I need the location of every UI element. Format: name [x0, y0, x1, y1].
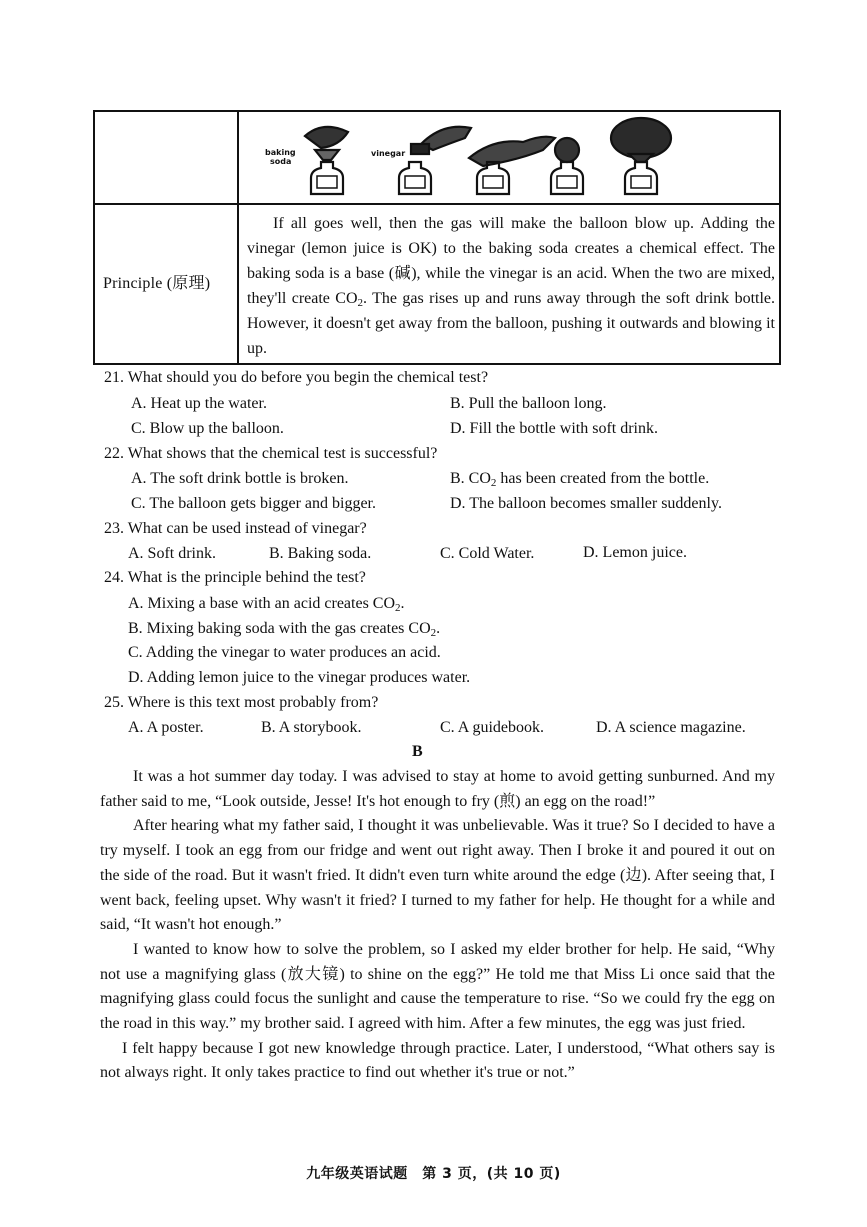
question-21-option-a[interactable]: A. Heat up the water. — [131, 395, 267, 412]
question-22-stem: 22. What shows that the chemical test is successful? — [104, 445, 438, 462]
question-22-option-b[interactable] — [450, 470, 709, 488]
question-24-option-b-text: B. Mixing baking soda with the gas creates CO — [128, 620, 431, 637]
bottle-pouring-vinegar-icon — [399, 127, 471, 194]
question-22-option-b-start: B. CO — [450, 470, 491, 487]
question-24-option-a-text: A. Mixing a base with an acid creates CO — [128, 595, 396, 612]
question-24-option-b-period: . — [436, 620, 441, 637]
table-horizontal-divider — [95, 203, 779, 205]
bottle-with-funnel-icon — [305, 127, 348, 194]
bottle-inflated-balloon-icon — [611, 118, 671, 194]
question-24-option-d[interactable]: D. Adding lemon juice to the vinegar produces water. — [128, 669, 471, 686]
question-23-option-a[interactable]: A. Soft drink. — [128, 545, 216, 562]
principle-text-part-2: . The gas rises up and runs away through the soft drink bottle. However, it doesn't get away from the balloon, pushing it outwards and blowing it up. — [247, 290, 775, 357]
question-21-option-b[interactable]: B. Pull the balloon long. — [450, 395, 607, 412]
label-baking: baking — [265, 148, 296, 157]
section-b-title: B — [412, 743, 423, 760]
question-25-option-d[interactable]: D. A science magazine. — [596, 719, 746, 736]
question-21-option-d[interactable]: D. Fill the bottle with soft drink. — [450, 420, 658, 437]
question-25-stem: 25. Where is this text most probably from? — [104, 694, 379, 711]
question-24-option-b[interactable] — [128, 620, 440, 638]
principle-text — [247, 211, 775, 361]
principle-label: Principle (原理) — [103, 275, 211, 292]
experiment-illustration — [243, 114, 777, 200]
question-24-option-c[interactable]: C. Adding the vinegar to water produces an acid. — [128, 644, 441, 661]
question-25-option-a[interactable]: A. A poster. — [128, 719, 204, 736]
bottle-balloon-attach-icon — [469, 137, 555, 194]
question-25-option-b[interactable]: B. A storybook. — [261, 719, 362, 736]
question-23-option-b[interactable]: B. Baking soda. — [269, 545, 372, 562]
question-23-option-c[interactable]: C. Cold Water. — [440, 545, 535, 562]
bottle-small-balloon-icon — [551, 138, 583, 194]
passage-paragraph-1: It was a hot summer day today. I was advised to stay at home to avoid getting sunburned. And my father said to me, “Look outside, Jesse! It's hot enough to fry (煎) an egg on the road!” — [100, 768, 775, 810]
question-24-option-a[interactable] — [128, 595, 405, 613]
question-23-option-d[interactable]: D. Lemon juice. — [583, 544, 687, 561]
principle-subscript: 2 — [357, 297, 364, 309]
passage-paragraph-2: After hearing what my father said, I thought it was unbelievable. Was it true? So I decided to have a try myself. I took an egg from our fridge and went out right away. Then I broke it and poured it out on the side of the road. But it wasn't fried. It didn't even turn white around the edge (边). After seeing that, I went back, feeling upset. Why wasn't it fried? I turned to my father for help. He thought for a while and said, “It wasn't hot enough.” — [100, 817, 775, 934]
label-soda: soda — [270, 157, 292, 166]
question-21-stem: 21. What should you do before you begin the chemical test? — [104, 369, 489, 386]
question-22-option-d[interactable]: D. The balloon becomes smaller suddenly. — [450, 495, 722, 512]
experiment-table — [93, 110, 781, 365]
question-21-option-c[interactable]: C. Blow up the balloon. — [131, 420, 284, 437]
section-b-passage — [100, 765, 775, 1086]
question-24-option-b-subscript: 2 — [430, 627, 437, 639]
question-22-option-a[interactable]: A. The soft drink bottle is broken. — [131, 470, 349, 487]
question-22-option-b-rest: has been created from the bottle. — [496, 470, 710, 487]
page-footer: 九年级英语试题 第 3 页，(共 10 页) — [306, 1166, 561, 1182]
question-24-option-a-period: . — [400, 595, 405, 612]
passage-paragraph-3: I wanted to know how to solve the problem, so I asked my elder brother for help. He said, “Why not use a magnifying glass (放大镜) to shine on the egg?” He told me that Miss Li once said that the magnifying glass could focus the sunlight and cause the temperature to rise. “So we could fry the egg on the road in this way.” my brother said. I agreed with him. After a few minutes, the egg was just fried. — [100, 940, 775, 1033]
question-22-option-c[interactable]: C. The balloon gets bigger and bigger. — [131, 495, 376, 512]
question-22-option-b-subscript: 2 — [490, 477, 497, 489]
passage-paragraph-4: I felt happy because I got new knowledge through practice. Later, I understood, “What others say is not always right. It only takes practice to find out whether it's true or not.” — [100, 1039, 775, 1082]
question-25-option-c[interactable]: C. A guidebook. — [440, 719, 545, 736]
table-vertical-divider — [237, 112, 239, 363]
question-24-option-a-subscript: 2 — [395, 602, 401, 614]
principle-text-part-1: If all goes well, then the gas will make the balloon blow up. Adding the vinegar (lemon juice is OK) to the baking soda creates a chemical effect. The baking soda is a base (碱), while the vinegar is an acid. When the two are mixed, they'll create CO — [247, 215, 775, 307]
label-vinegar: vinegar — [371, 149, 406, 158]
question-24-stem: 24. What is the principle behind the test? — [104, 569, 366, 586]
question-23-stem: 23. What can be used instead of vinegar? — [104, 520, 367, 537]
